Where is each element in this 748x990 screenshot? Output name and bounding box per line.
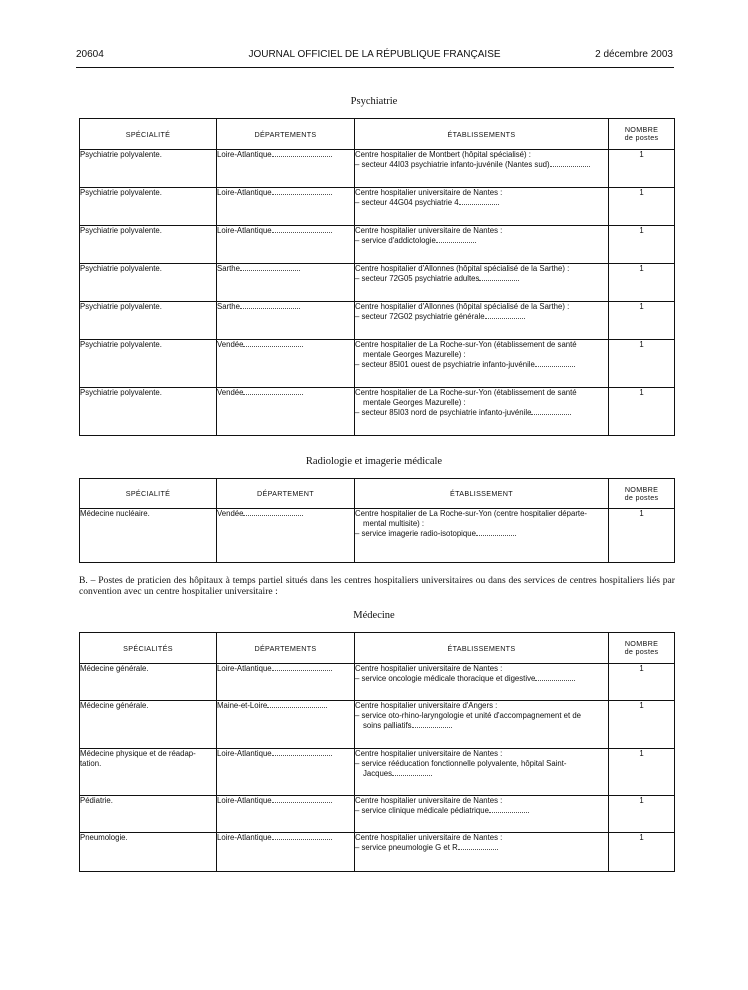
etablissement-line — [355, 160, 608, 170]
etablissement-line — [355, 340, 608, 350]
etablissement-line — [355, 150, 608, 160]
etablissement-text: – secteur 85I01 ouest de psychiatrie infanto-juvénile — [355, 360, 535, 369]
table-row — [80, 388, 675, 436]
cell-etablissement — [355, 749, 609, 796]
column-header-etablissements: ÉTABLISSEMENTS — [355, 633, 609, 664]
cell-specialite: Psychiatrie polyvalente. — [80, 340, 217, 388]
etablissement-text: Centre hospitalier de La Roche-sur-Yon (établissement de santé — [355, 340, 577, 349]
cell-etablissement — [355, 226, 609, 264]
cell-departement — [217, 340, 355, 388]
cell-nombre: 1 — [609, 664, 675, 701]
etablissement-line — [355, 833, 608, 843]
journal-title: JOURNAL OFFICIEL DE LA RÉPUBLIQUE FRANÇAISE — [248, 49, 501, 60]
etablissement-line — [355, 398, 608, 408]
departement-label: Loire-Atlantique — [217, 226, 272, 235]
leader-dots — [243, 340, 303, 347]
etablissement-text: – service rééducation fonctionnelle polyvalente, hôpital Saint- — [355, 759, 567, 768]
table-row — [80, 264, 675, 302]
etablissement-text: Centre hospitalier universitaire de Nantes : — [355, 833, 503, 842]
etablissement-text: Centre hospitalier de La Roche-sur-Yon (établissement de santé — [355, 388, 577, 397]
column-header-departements: DÉPARTEMENTS — [217, 119, 355, 150]
leader-dots — [267, 701, 327, 708]
etablissement-text: – service d'addictologie — [355, 236, 436, 245]
cell-specialite: Psychiatrie polyvalente. — [80, 264, 217, 302]
section-title-medecine: Médecine — [353, 610, 395, 621]
etablissement-text: Centre hospitalier universitaire de Nantes : — [355, 749, 503, 758]
etablissement-text: Centre hospitalier de La Roche-sur-Yon (centre hospitalier départe- — [355, 509, 588, 518]
etablissement-line — [355, 408, 608, 418]
cell-nombre: 1 — [609, 150, 675, 188]
departement-label: Vendée — [217, 509, 244, 518]
cell-nombre: 1 — [609, 388, 675, 436]
cell-departement — [217, 701, 355, 749]
cell-etablissement — [355, 701, 609, 749]
cell-specialite: Médecine physique et de réadap- tation. — [80, 749, 217, 796]
cell-departement — [217, 509, 355, 563]
etablissement-text: – service oto-rhino-laryngologie et unité d'accompagnement et de — [355, 711, 581, 720]
cell-nombre: 1 — [609, 226, 675, 264]
cell-nombre: 1 — [609, 302, 675, 340]
etablissement-text: mentale Georges Mazurelle) : — [363, 398, 466, 407]
page-header — [76, 49, 673, 63]
etablissement-line — [355, 264, 608, 274]
etablissement-text: Centre hospitalier universitaire de Nantes : — [355, 226, 503, 235]
cell-departement — [217, 226, 355, 264]
leader-dots — [459, 198, 499, 205]
cell-specialite: Médecine générale. — [80, 701, 217, 749]
etablissement-line — [355, 529, 608, 539]
leader-dots — [476, 529, 516, 536]
etablissement-line — [355, 388, 608, 398]
etablissement-text: Centre hospitalier universitaire de Nantes : — [355, 796, 503, 805]
leader-dots — [489, 806, 529, 813]
etablissement-line — [355, 796, 608, 806]
column-header-nombre: NOMBRE de postes — [609, 479, 675, 509]
cell-etablissement — [355, 833, 609, 872]
column-header-etablissements: ÉTABLISSEMENTS — [355, 119, 609, 150]
etablissement-line — [355, 843, 608, 853]
cell-departement — [217, 388, 355, 436]
etablissement-line — [355, 274, 608, 284]
column-header-specialite: SPÉCIALITÉ — [80, 119, 217, 150]
leader-dots — [458, 843, 498, 850]
etablissement-text: Centre hospitalier de Montbert (hôpital spécialisé) : — [355, 150, 531, 159]
leader-dots — [485, 312, 525, 319]
etablissement-line — [355, 360, 608, 370]
etablissement-line — [355, 509, 608, 519]
cell-etablissement — [355, 264, 609, 302]
table-row — [80, 226, 675, 264]
cell-etablissement — [355, 302, 609, 340]
header-rule — [76, 67, 674, 68]
cell-nombre: 1 — [609, 796, 675, 833]
issue-date: 2 décembre 2003 — [595, 49, 673, 60]
etablissement-line — [355, 302, 608, 312]
leader-dots — [272, 150, 332, 157]
etablissement-text: soins palliatifs — [363, 721, 412, 730]
cell-nombre: 1 — [609, 833, 675, 872]
cell-specialite: Psychiatrie polyvalente. — [80, 150, 217, 188]
etablissement-text: – service pneumologie G et R — [355, 843, 458, 852]
paragraph-section-b: B. – Postes de praticien des hôpitaux à temps partiel situés dans les centres hospitaliers universitaires ou dans des services de centres hospitaliers liés par convention avec un centre hospitalier universitaire : — [79, 575, 675, 597]
table-row — [80, 340, 675, 388]
cell-etablissement — [355, 340, 609, 388]
column-header-departement: DÉPARTEMENT — [217, 479, 355, 509]
cell-nombre: 1 — [609, 509, 675, 563]
leader-dots — [272, 188, 332, 195]
etablissement-text: – secteur 44I03 psychiatrie infanto-juvénile (Nantes sud) — [355, 160, 550, 169]
cell-nombre: 1 — [609, 749, 675, 796]
column-header-etablissement: ÉTABLISSEMENT — [355, 479, 609, 509]
etablissement-text: – secteur 72G05 psychiatrie adultes — [355, 274, 480, 283]
cell-departement — [217, 302, 355, 340]
etablissement-text: – service oncologie médicale thoracique et digestive — [355, 674, 536, 683]
cell-specialite: Psychiatrie polyvalente. — [80, 302, 217, 340]
column-header-specialites: SPÉCIALITÉS — [80, 633, 217, 664]
cell-etablissement — [355, 150, 609, 188]
departement-label: Loire-Atlantique — [217, 796, 272, 805]
cell-nombre: 1 — [609, 701, 675, 749]
etablissement-line — [355, 711, 608, 721]
table-row — [80, 664, 675, 701]
leader-dots — [531, 408, 571, 415]
leader-dots — [272, 833, 332, 840]
cell-specialite: Psychiatrie polyvalente. — [80, 226, 217, 264]
etablissement-text: – secteur 85I03 nord de psychiatrie infanto-juvénile — [355, 408, 532, 417]
departement-label: Maine-et-Loire — [217, 701, 268, 710]
etablissement-text: – secteur 72G02 psychiatrie générale — [355, 312, 485, 321]
leader-dots — [240, 302, 300, 309]
etablissement-line — [355, 312, 608, 322]
leader-dots — [243, 509, 303, 516]
column-header-departements: DÉPARTEMENTS — [217, 633, 355, 664]
section-title-psychiatrie: Psychiatrie — [350, 96, 398, 107]
cell-departement — [217, 264, 355, 302]
etablissement-text: – service clinique médicale pédiatrique — [355, 806, 489, 815]
departement-label: Loire-Atlantique — [217, 664, 272, 673]
departement-label: Vendée — [217, 388, 244, 397]
etablissement-text: mental multisite) : — [363, 519, 425, 528]
leader-dots — [272, 226, 332, 233]
cell-nombre: 1 — [609, 188, 675, 226]
departement-label: Vendée — [217, 340, 244, 349]
departement-label: Loire-Atlantique — [217, 188, 272, 197]
cell-departement — [217, 664, 355, 701]
etablissement-line — [355, 759, 608, 769]
leader-dots — [392, 769, 432, 776]
cell-etablissement — [355, 388, 609, 436]
page-number: 20604 — [76, 49, 104, 60]
cell-specialite: Psychiatrie polyvalente. — [80, 388, 217, 436]
table-row — [80, 150, 675, 188]
etablissement-text: Centre hospitalier d'Allonnes (hôpital spécialisé de la Sarthe) : — [355, 302, 570, 311]
leader-dots — [436, 236, 476, 243]
section-title-radiologie: Radiologie et imagerie médicale — [305, 456, 443, 467]
table-row — [80, 749, 675, 796]
etablissement-line — [355, 806, 608, 816]
etablissement-text: Centre hospitalier universitaire de Nantes : — [355, 664, 503, 673]
cell-etablissement — [355, 796, 609, 833]
leader-dots — [240, 264, 300, 271]
departement-label: Loire-Atlantique — [217, 749, 272, 758]
table-row — [80, 509, 675, 563]
leader-dots — [550, 160, 590, 167]
cell-etablissement — [355, 188, 609, 226]
cell-etablissement — [355, 664, 609, 701]
etablissement-line — [355, 226, 608, 236]
table-radiologie — [79, 478, 675, 563]
leader-dots — [412, 721, 452, 728]
departement-label: Sarthe — [217, 264, 240, 273]
etablissement-text: Centre hospitalier d'Allonnes (hôpital spécialisé de la Sarthe) : — [355, 264, 570, 273]
cell-departement — [217, 749, 355, 796]
leader-dots — [535, 360, 575, 367]
etablissement-line — [355, 769, 608, 779]
leader-dots — [272, 749, 332, 756]
cell-specialite: Médecine nucléaire. — [80, 509, 217, 563]
etablissement-line — [355, 701, 608, 711]
cell-specialite: Pédiatrie. — [80, 796, 217, 833]
cell-departement — [217, 796, 355, 833]
departement-label: Loire-Atlantique — [217, 150, 272, 159]
column-header-nombre: NOMBRE de postes — [609, 119, 675, 150]
table-row — [80, 701, 675, 749]
etablissement-line — [355, 350, 608, 360]
etablissement-line — [355, 664, 608, 674]
etablissement-line — [355, 188, 608, 198]
cell-nombre: 1 — [609, 264, 675, 302]
etablissement-line — [355, 721, 608, 731]
cell-departement — [217, 833, 355, 872]
cell-nombre: 1 — [609, 340, 675, 388]
table-row — [80, 833, 675, 872]
etablissement-line — [355, 674, 608, 684]
table-psychiatrie — [79, 118, 675, 436]
etablissement-text: – secteur 44G04 psychiatrie 4 — [355, 198, 459, 207]
cell-specialite: Psychiatrie polyvalente. — [80, 188, 217, 226]
cell-specialite: Pneumologie. — [80, 833, 217, 872]
etablissement-text: – service imagerie radio-isotopique — [355, 529, 476, 538]
etablissement-text: Jacques — [363, 769, 393, 778]
etablissement-line — [355, 236, 608, 246]
etablissement-line — [355, 749, 608, 759]
departement-label: Loire-Atlantique — [217, 833, 272, 842]
departement-label: Sarthe — [217, 302, 240, 311]
leader-dots — [272, 796, 332, 803]
cell-departement — [217, 188, 355, 226]
cell-departement — [217, 150, 355, 188]
table-row — [80, 796, 675, 833]
column-header-specialite: SPÉCIALITÉ — [80, 479, 217, 509]
leader-dots — [243, 388, 303, 395]
etablissement-text: Centre hospitalier universitaire de Nantes : — [355, 188, 503, 197]
column-header-nombre: NOMBRE de postes — [609, 633, 675, 664]
etablissement-line — [355, 198, 608, 208]
cell-specialite: Médecine générale. — [80, 664, 217, 701]
etablissement-text: mentale Georges Mazurelle) : — [363, 350, 466, 359]
leader-dots — [535, 674, 575, 681]
table-row — [80, 188, 675, 226]
leader-dots — [479, 274, 519, 281]
etablissement-text: Centre hospitalier universitaire d'Angers : — [355, 701, 498, 710]
cell-etablissement — [355, 509, 609, 563]
table-medecine — [79, 632, 675, 872]
etablissement-line — [355, 519, 608, 529]
table-row — [80, 302, 675, 340]
leader-dots — [272, 664, 332, 671]
